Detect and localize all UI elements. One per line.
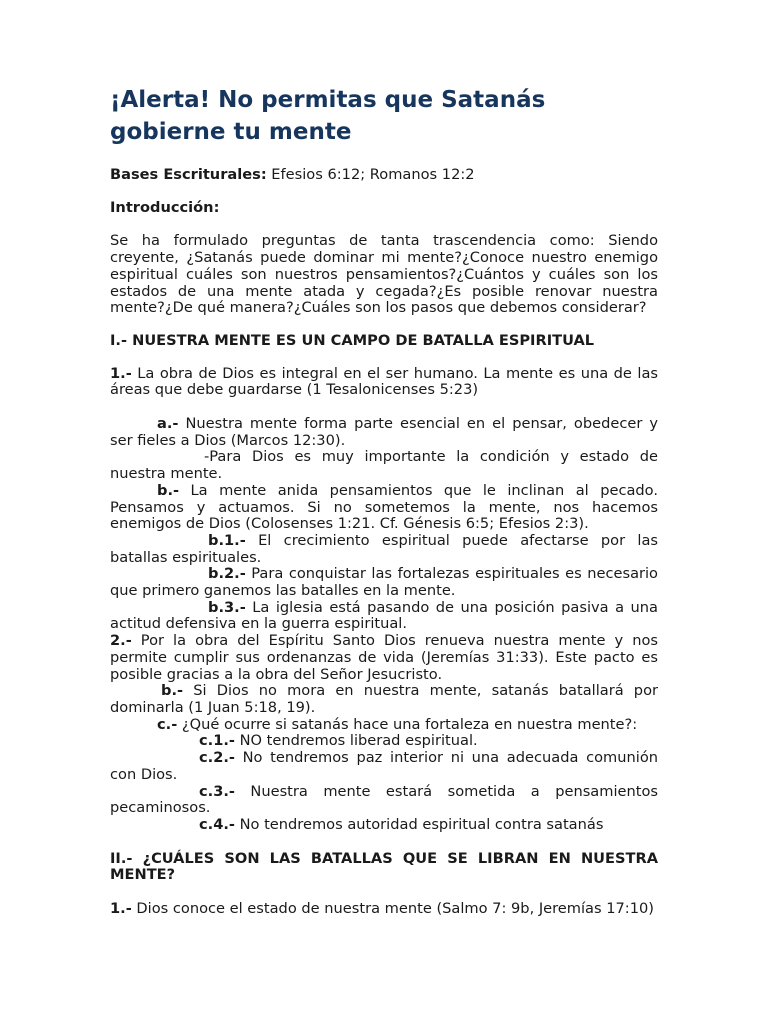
- point-b2-label: b.2.-: [208, 565, 246, 583]
- section-1-heading: I.- NUESTRA MENTE ES UN CAMPO DE BATALLA ESPIRITUAL: [110, 331, 595, 349]
- point-c2-label: c.2.-: [199, 749, 235, 767]
- point-c1: [110, 733, 658, 750]
- bases-line: [110, 167, 658, 184]
- point-c2: [110, 750, 658, 783]
- point-2b-text: Si Dios no mora en nuestra mente, satanás batallará por dominarla (1 Juan 5:18, 19).: [110, 682, 658, 716]
- point-c2-text: No tendremos paz interior ni una adecuada comunión con Dios.: [110, 749, 658, 783]
- section-2-point-1: [110, 901, 658, 918]
- point-2-label: 2.-: [110, 632, 132, 650]
- point-2b-label: b.-: [161, 682, 184, 700]
- point-1-label: 1.-: [110, 364, 132, 382]
- point-c1-label: c.1.-: [199, 732, 235, 750]
- section-2-heading: II.- ¿CUÁLES SON LAS BATALLAS QUE SE LIBRAN EN NUESTRA MENTE?: [110, 849, 658, 884]
- point-a-text: Nuestra mente forma parte esencial en el pensar, obedecer y ser fieles a Dios (Marcos 12:30).: [110, 415, 658, 449]
- point-b3-label: b.3.-: [208, 598, 246, 616]
- point-c3-label: c.3.-: [199, 782, 235, 800]
- point-b-label: b.-: [157, 481, 180, 499]
- point-a-sub: -Para Dios es muy importante la condición y estado de nuestra mente.: [110, 448, 658, 483]
- point-1-text: La obra de Dios es integral en el ser humano. La mente es una de las áreas que debe guardarse (1 Tesalonicenses 5:23): [110, 364, 658, 399]
- point-2: [110, 633, 658, 683]
- bases-text: Efesios 6:12; Romanos 12:2: [266, 166, 475, 183]
- point-b3-text: La iglesia está pasando de una posición pasiva a una actitud defensiva en la guerra espiritual.: [110, 598, 658, 633]
- intro-heading: Introducción:: [110, 198, 220, 216]
- point-b: [110, 483, 658, 533]
- point-c3-text: Nuestra mente estará sometida a pensamientos pecaminosos.: [110, 782, 658, 817]
- point-b1: [110, 533, 658, 566]
- point-c3: [110, 784, 658, 817]
- point-c4-text: No tendremos autoridad espiritual contra satanás: [234, 815, 604, 833]
- page-title: ¡Alerta! No permitas que Satanás gobierne tu mente: [110, 87, 546, 145]
- point-b1-label: b.1.-: [208, 531, 246, 549]
- bases-label: Bases Escriturales:: [110, 166, 267, 183]
- point-c4-label: c.4.-: [199, 815, 235, 833]
- point-b2: [110, 566, 658, 599]
- point-b1-text: El crecimiento espiritual puede afectarse por las batallas espirituales.: [110, 531, 658, 566]
- point-a-label: a.-: [157, 415, 179, 433]
- section-2-point-1-label: 1.-: [110, 900, 132, 918]
- point-2b: [110, 683, 658, 716]
- point-c: [110, 717, 658, 734]
- point-1: [110, 366, 658, 399]
- point-c4: [110, 817, 658, 834]
- point-c1-text: NO tendremos liberad espiritual.: [234, 732, 478, 750]
- point-b-text: La mente anida pensamientos que le inclinan al pecado. Pensamos y actuamos. Si no sometemos la mente, nos hacemos enemigos de Dios (Colosenses 1:21. Cf. Génesis 6:5; Efesios 2:3).: [110, 481, 658, 533]
- point-c-text: ¿Qué ocurre si satanás hace una fortaleza en nuestra mente?:: [177, 715, 638, 733]
- point-2-text: Por la obra del Espíritu Santo Dios renueva nuestra mente y nos permite cumplir sus ordenanzas de vida (Jeremías 31:33). Este pacto es posible gracias a la obra del Señor Jesucristo.: [110, 632, 658, 683]
- point-b2-text: Para conquistar las fortalezas espirituales es necesario que primero ganemos las batalles en la mente.: [110, 565, 658, 600]
- section-2-point-1-text: Dios conoce el estado de nuestra mente (Salmo 7: 9b, Jeremías 17:10): [131, 900, 654, 918]
- intro-paragraph: Se ha formulado preguntas de tanta trascendencia como: Siendo creyente, ¿Satanás puede dominar mi mente?¿Conoce nuestro enemigo espiritual cuáles son nuestros pensamientos?¿Cuántos y cuáles son los estados de una mente atada y cegada?¿Es posible renovar nuestra mente?¿De qué manera?¿Cuáles son los pasos que debemos considerar?: [110, 232, 658, 317]
- point-c-label: c.-: [157, 715, 178, 733]
- point-a: [110, 416, 658, 449]
- point-b3: [110, 600, 658, 633]
